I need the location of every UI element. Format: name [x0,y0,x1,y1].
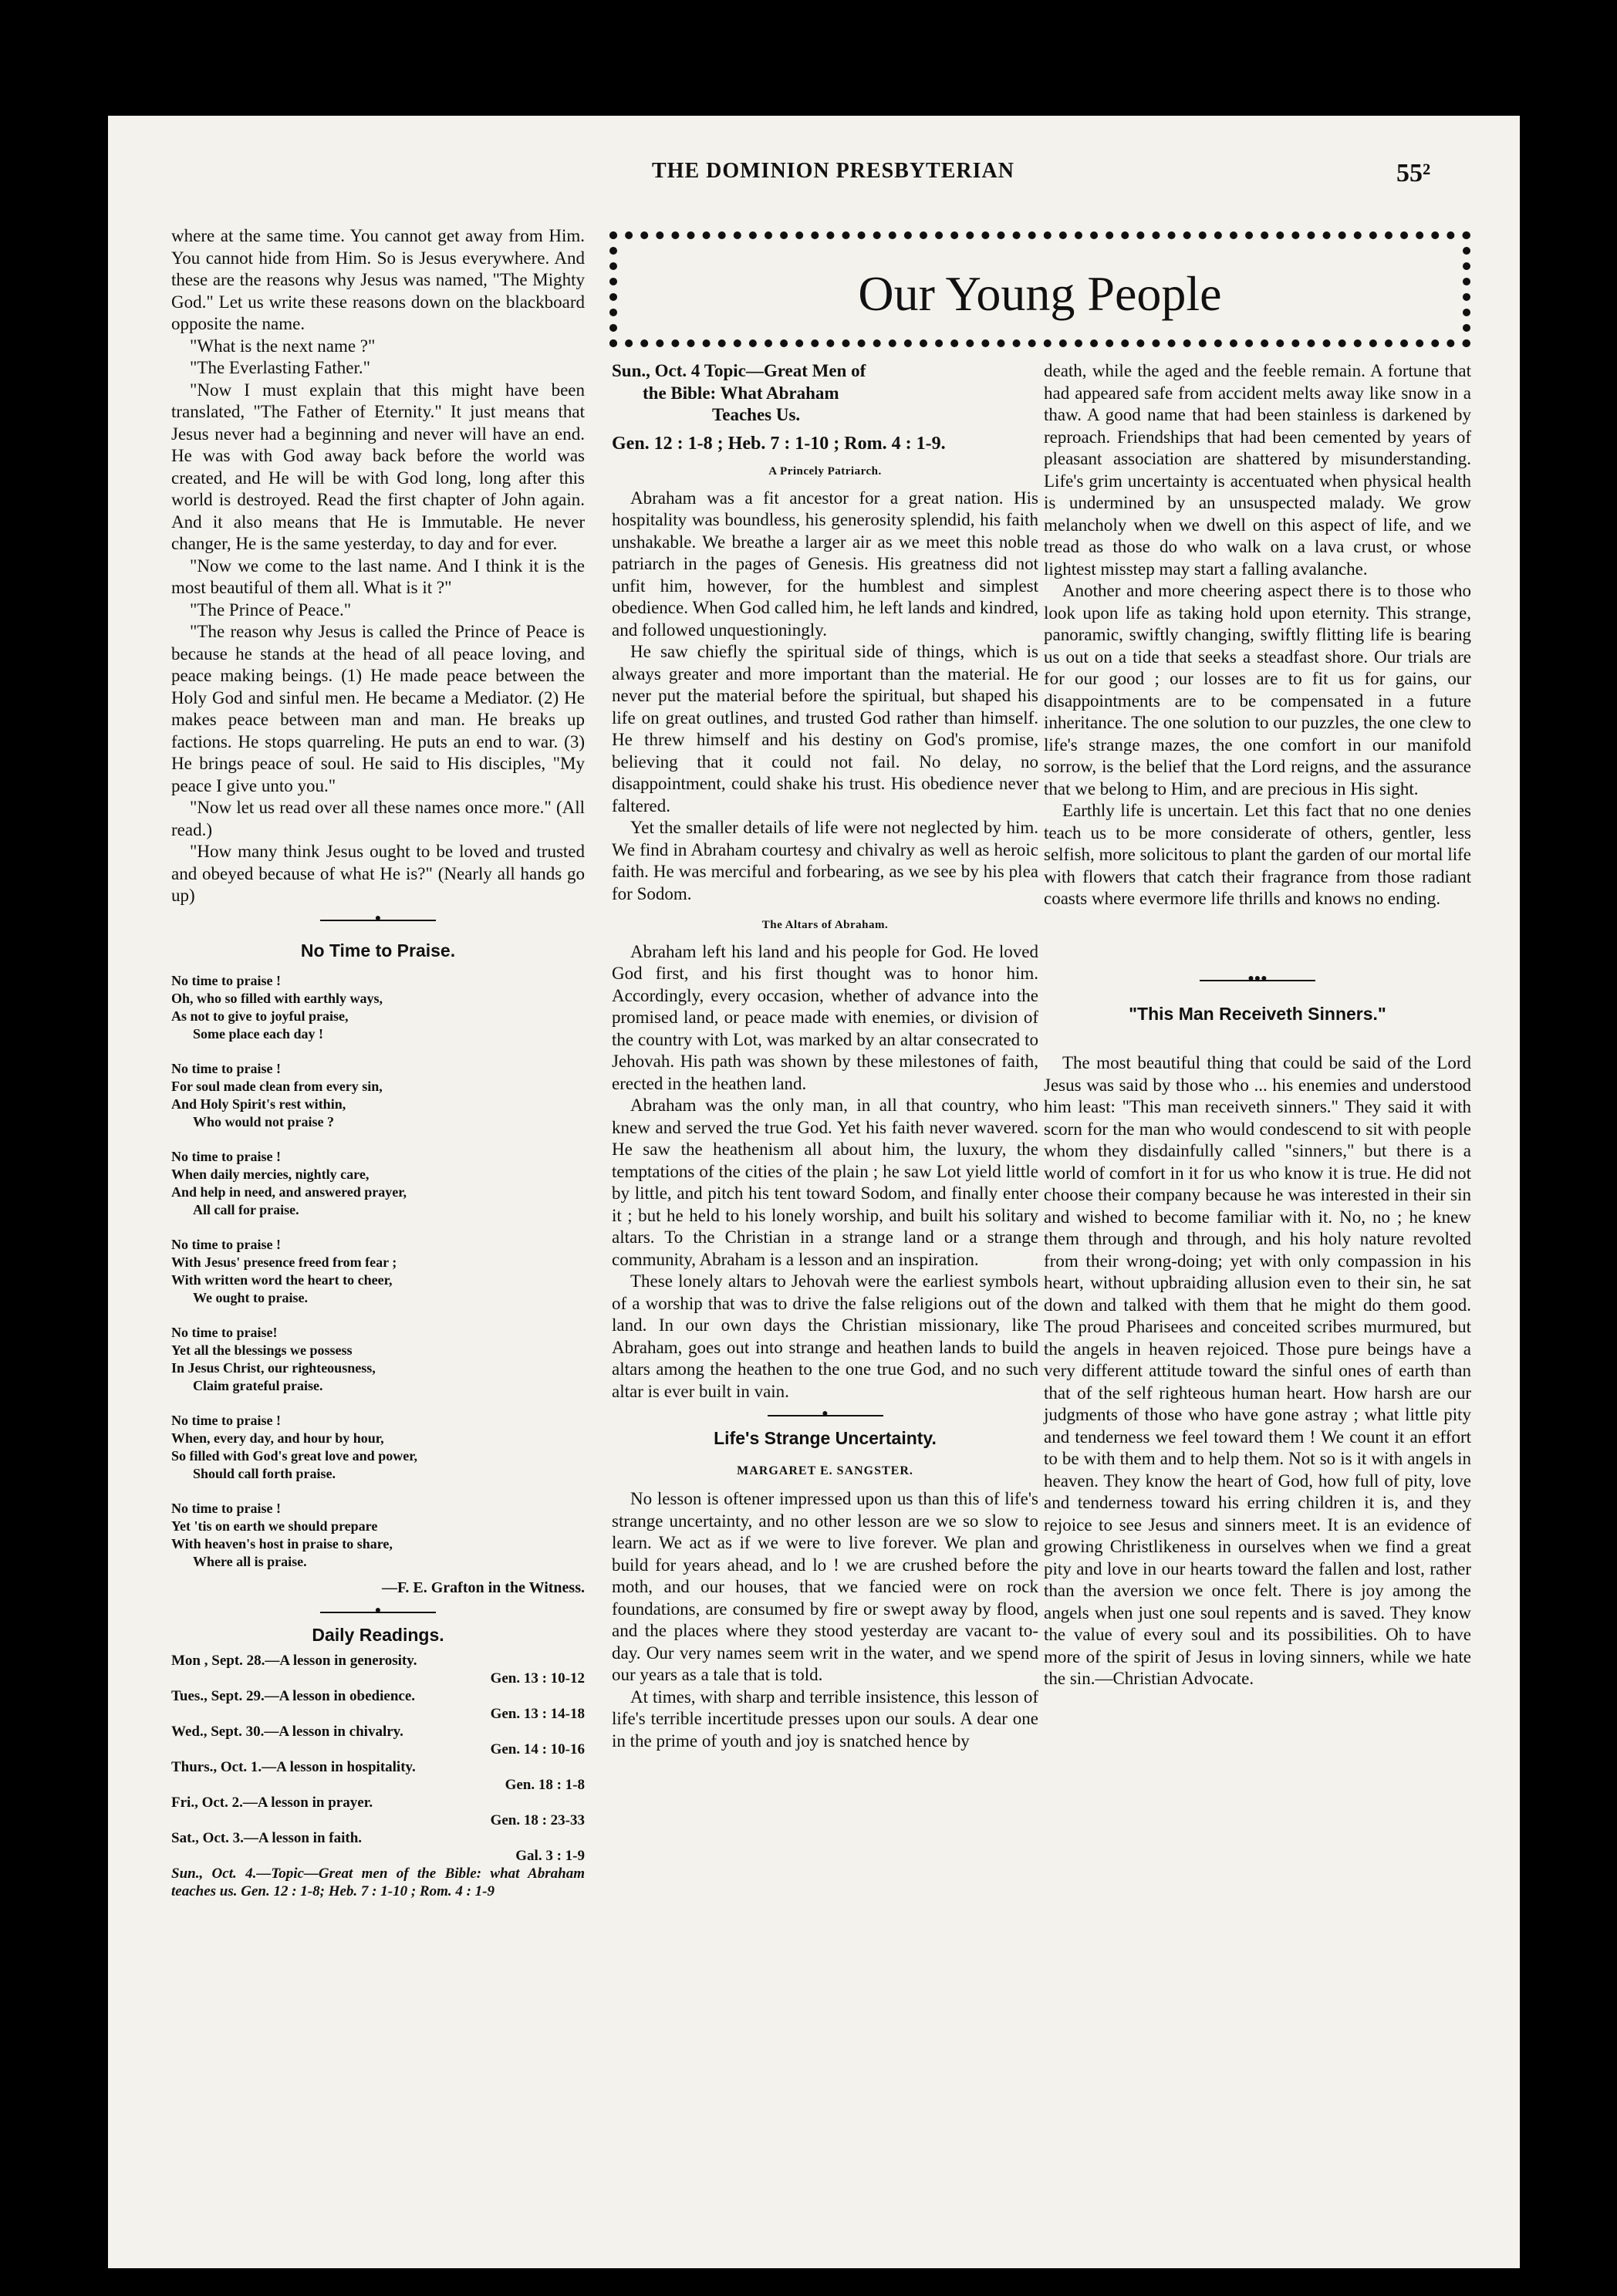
page-number: 55² [1396,159,1431,187]
reading-ref: Gen. 18 : 23-33 [490,1812,585,1828]
paragraph: Abraham was the only man, in all that country, who knew and served the true God. Yet his faith never wavered. He saw the heathenism all about him, the luxury, the temptations of the cities of the plain ; he saw Lot yield little by little, and pitch his tent toward Sodom, and finally enter it ; but he held to his lonely worship, and built his solitary altars. To the Christian in a strange land or a strange community, Abraham is a lesson and an inspiration. [612,1096,1038,1269]
poem-line: No time to praise ! [171,973,281,988]
divider: ● [320,920,436,926]
reading-item [171,1794,585,1829]
article-title: "This Man Receiveth Sinners." [1129,1003,1386,1024]
paragraph: He saw chiefly the spiritual side of things, which is always greater and more important than the material. He never put the material before the spiritual, but shaped his life on great outlines, and trusted God rather than himself. He threw himself and his destiny on God's promise, believing that it could not fail. No delay, no disappointment, could shake his trust. His obedience never faltered. [612,642,1038,815]
column-left [171,225,585,1900]
poem-stanza [171,1412,585,1483]
poem-line: We ought to praise. [193,1290,309,1305]
divider: ● [768,1415,883,1421]
poem-stanza [171,1236,585,1307]
page-header [108,159,1520,198]
poem-line: No time to praise ! [171,1413,281,1428]
poem-line: Should call forth praise. [193,1466,336,1481]
reading-item [171,1652,585,1687]
daily-readings [171,1652,585,1900]
poem-line: No time to praise ! [171,1061,281,1076]
reading-day: Tues., Sept. 29.—A lesson in obedience. [171,1688,416,1704]
paragraph: "The reason why Jesus is called the Prince of Peace is because he stands at the head of all peace loving, and peace making beings. (1) He made peace between the Holy God and sinful men. He became a Mediator. (2) He makes peace between man and man. He breaks up factions. He stops quarreling. He puts an end to war. (3) He brings peace of soul. He said to His disciples, "My peace I give unto you." [171,622,585,795]
poem-signature: —F. E. Grafton in the Witness. [382,1579,585,1596]
paragraph: where at the same time. You cannot get away from Him. You cannot hide from Him. So is Jesus everywhere. And these are the reasons why Jesus was named, "The Mighty God." Let us write these reasons down on the blackboard opposite the name. [171,226,585,333]
poem-stanza [171,1500,585,1571]
poem-stanza [171,1324,585,1395]
subheading: The Altars of Abraham. [761,919,889,931]
poem-line: Yet 'tis on earth we should prepare [171,1518,378,1534]
topic-line: the Bible: What Abraham [643,383,839,403]
reading-ref: Gal. 3 : 1-9 [515,1848,585,1864]
paragraph: No lesson is oftener impressed upon us than this of life's strange uncertainty, and no other lesson are we so slow to learn. We act as if we were to live forever. We plan and build for years ahead, and lo ! we are crushed before the moth, and our houses, that we fancied were on rock foundations, are consumed by fire or swept away by flood, and the places where they stood yesterday are vacant to-day. Our very names seem writ in the water, and we spend our years as a tale that is told. [612,1489,1038,1684]
poem-stanza [171,1148,585,1219]
paragraph: Abraham left his land and his people for God. He loved God first, and his first thought was to honor him. Accordingly, every occasion, whether of advance into the promised land, or peace made with enemies, or division of the country with Lot, was marked by an altar consecrated to Jehovah. His path was shown by these milestones of faith, erected in the heathen land. [612,941,1038,1093]
poem-line: No time to praise ! [171,1237,281,1252]
paragraph: "The Prince of Peace." [190,599,352,620]
readings-title: Daily Readings. [312,1624,444,1645]
poem-line: In Jesus Christ, our righteousness, [171,1360,376,1376]
poem-line: Some place each day ! [193,1026,323,1042]
reading-ref: Gen. 13 : 10-12 [490,1670,585,1687]
poem-line: No time to praise ! [171,1149,281,1164]
paragraph: Abraham was a fit ancestor for a great nation. His hospitality was boundless, his generosity splendid, his faith unshakable. We breathe a larger air as we meet this noble patriarch in the pages of Genesis. His greatness did not unfit him, however, for the humblest and simplest obedience. When God called him, he left lands and kindred, and followed unquestioningly. [612,488,1038,640]
poem-line: When daily mercies, nightly care, [171,1167,370,1182]
article-author: MARGARET E. SANGSTER. [737,1464,913,1477]
reading-item [171,1687,585,1723]
reading-item [171,1723,585,1758]
poem-stanza [171,972,585,1043]
reading-day: Mon , Sept. 28.—A lesson in generosity. [171,1653,417,1669]
topic-heading [612,360,1038,427]
paragraph: The most beautiful thing that could be said of the Lord Jesus was said by those who ... his enemies and understood him least: "This man receiveth sinners." They said it with scorn for the man who would condescend to sit with people whom they disdainfully called "sinners," but there is a world of comfort in it for us who know it is true. He did not choose their company because he was interested in their sin and wished to become familiar with it. No, no ; he knew them through and through, and his holy nature revolted from their wrong-doing; yet with only compassion in his heart, without upbraiding allusion even to their sin, he sat down and talked with them that he might do them good. The proud Pharisees and conceited scribes murmured, but the angels in heaven rejoiced. Those pure beings have a very different attitude toward the sinful ones of earth than that of the self righteous human heart. How harsh are our judgments of those who have gone astray ; what little pity and tenderness we feel toward them ! We count it an effort to be with them and to help them. Not so is it with angels in heaven. They know the heart of God, how full of pity, love and tenderness toward his erring children it is, and they rejoice to see Jesus and sinners meet. It is an evidence of growing Christlikeness in ourselves when we find a great pity and love in our hearts toward the fallen and lost, rather than the aversion we once felt. There is joy among the angels when just one soul repents and is saved. They know the value of every soul and its possibilities. Oh to have more of the spirit of Jesus in loving sinners, while we hate the sin.—Christian Advocate. [1044,1053,1471,1688]
paragraph: At times, with sharp and terrible insistence, this lesson of life's terrible incertitude presses upon our souls. A dear one in the prime of youth and joy is snatched hence by [612,1687,1038,1751]
reading-ref: Gen. 14 : 10-16 [490,1741,585,1757]
reading-day: Thurs., Oct. 1.—A lesson in hospitality. [171,1759,416,1775]
paragraph: Yet the smaller details of life were not neglected by him. We find in Abraham courtesy and chivalry as well as heroic faith. He was merciful and forbearing, as we see by his plea for Sodom. [612,818,1038,903]
poem-line: When, every day, and hour by hour, [171,1430,384,1446]
topic-line: Sun., Oct. 4 Topic—Great Men of [612,361,866,380]
paragraph: These lonely altars to Jehovah were the earliest symbols of a worship that was to drive the false religions out of the land. In our own days the Christian missionary, like Abraham, goes out into strange and heathen lands to build altars among the heathen to the one true God, and no such altar is ever built in vain. [612,1271,1038,1401]
poem-title: No Time to Praise. [300,940,456,961]
paragraph: Another and more cheering aspect there is to those who look upon life as taking hold upon eternity. This strange, panoramic, swiftly changing, swiftly flitting life is bearing us out on a tide that seeks a steadfast shore. Our trials are for our good ; our losses are to fit us for gains, our disappointments are to be compensated in a future inheritance. The one solution to our puzzles, the one clew to life's strange mazes, the one comfort in our manifold sorrow, is the belief that the Lord reigns, and the assurance that we belong to Him, and are precious in His sight. [1044,581,1471,799]
newspaper-page [108,116,1520,2268]
poem-line: So filled with God's great love and power, [171,1448,418,1464]
poem-line: Who would not praise ? [193,1114,335,1129]
reading-day: Fri., Oct. 2.—A lesson in prayer. [171,1795,373,1811]
section-banner [609,231,1470,347]
paragraph: death, while the aged and the feeble remain. A fortune that had appeared safe from accident melts away like snow in a thaw. A good name that had been stainless is darkened by reproach. Friendships that had been cemented by years of pleasant association are shattered by misunderstanding. Life's grim uncertainty is accentuated when physical health is undermined by an unsuspected malady. We grow melancholy when we dwell on this aspect of life, and we tread as those do who walk on a lava crust, or whose lightest misstep may start a falling avalanche. [1044,361,1471,579]
reading-day: Wed., Sept. 30.—A lesson in chivalry. [171,1724,403,1740]
poem-stanza [171,1060,585,1131]
publication-title: THE DOMINION PRESBYTERIAN [652,159,1014,183]
paragraph: "How many think Jesus ought to be loved and trusted and obeyed because of what He is?" (Nearly all hands go up) [171,842,585,905]
poem-line: All call for praise. [193,1202,299,1217]
reading-ref: Gen. 13 : 14-18 [490,1706,585,1722]
poem-line: No time to praise! [171,1325,278,1340]
poem-line: Yet all the blessings we possess [171,1342,353,1358]
reading-item [171,1758,585,1794]
poem-line: As not to give to joyful praise, [171,1008,349,1024]
topic-line: Teaches Us. [712,405,801,424]
reading-item [171,1829,585,1865]
poem [171,972,585,1571]
paragraph: "What is the next name ?" [190,336,376,356]
article-title: Life's Strange Uncertainty. [714,1428,937,1448]
poem-line: Claim grateful praise. [193,1378,323,1393]
reading-day: Sat., Oct. 3.—A lesson in faith. [171,1830,363,1846]
poem-line: With heaven's host in praise to share, [171,1536,393,1551]
paragraph: Earthly life is uncertain. Let this fact that no one denies teach us to be more considerate of others, gentler, less selfish, more solicitous to plant the garden of our mortal life with flowers that catch their fragrance from those radiant coasts where evermore life thrills and knows no ending. [1044,801,1471,908]
poem-line: With Jesus' presence freed from fear ; [171,1254,397,1270]
column-right [1044,360,1471,1690]
subheading: A Princely Patriarch. [768,465,882,478]
paragraph: "Now let us read over all these names once more." (All read.) [171,798,585,839]
banner-title: Our Young People [858,266,1222,321]
reading-sunday: Sun., Oct. 4.—Topic—Great men of the Bible: what Abraham teaches us. Gen. 12 : 1-8; Heb. 7 : 1-10 ; Rom. 4 : 1-9 [171,1866,585,1899]
poem-line: Oh, who so filled with earthly ways, [171,991,383,1006]
paragraph: "Now we come to the last name. And I think it is the most beautiful of them all. What is it ?" [171,555,585,597]
scripture-refs: Gen. 12 : 1-8 ; Heb. 7 : 1-10 ; Rom. 4 : 1-9. [612,433,946,454]
paragraph: "The Everlasting Father." [190,358,371,377]
poem-line: For soul made clean from every sin, [171,1079,383,1094]
reading-ref: Gen. 18 : 1-8 [505,1777,585,1793]
poem-line: With written word the heart to cheer, [171,1272,393,1288]
paragraph: "Now I must explain that this might have been translated, "The Father of Eternity." It just means that Jesus never had a beginning and never will have an end. He was with God away back before the world was created, and He will be with God long, long after this world is destroyed. Read the first chapter of John again. And it also means that He is Immutable. He never changer, He is the same yesterday, to day and for ever. [171,380,585,553]
poem-line: No time to praise ! [171,1501,281,1516]
poem-line: Where all is praise. [193,1554,307,1569]
poem-line: And help in need, and answered prayer, [171,1184,407,1200]
divider: ●●● [1200,980,1315,986]
poem-line: And Holy Spirit's rest within, [171,1096,346,1112]
column-middle [612,360,1038,1752]
divider: ● [320,1612,436,1618]
